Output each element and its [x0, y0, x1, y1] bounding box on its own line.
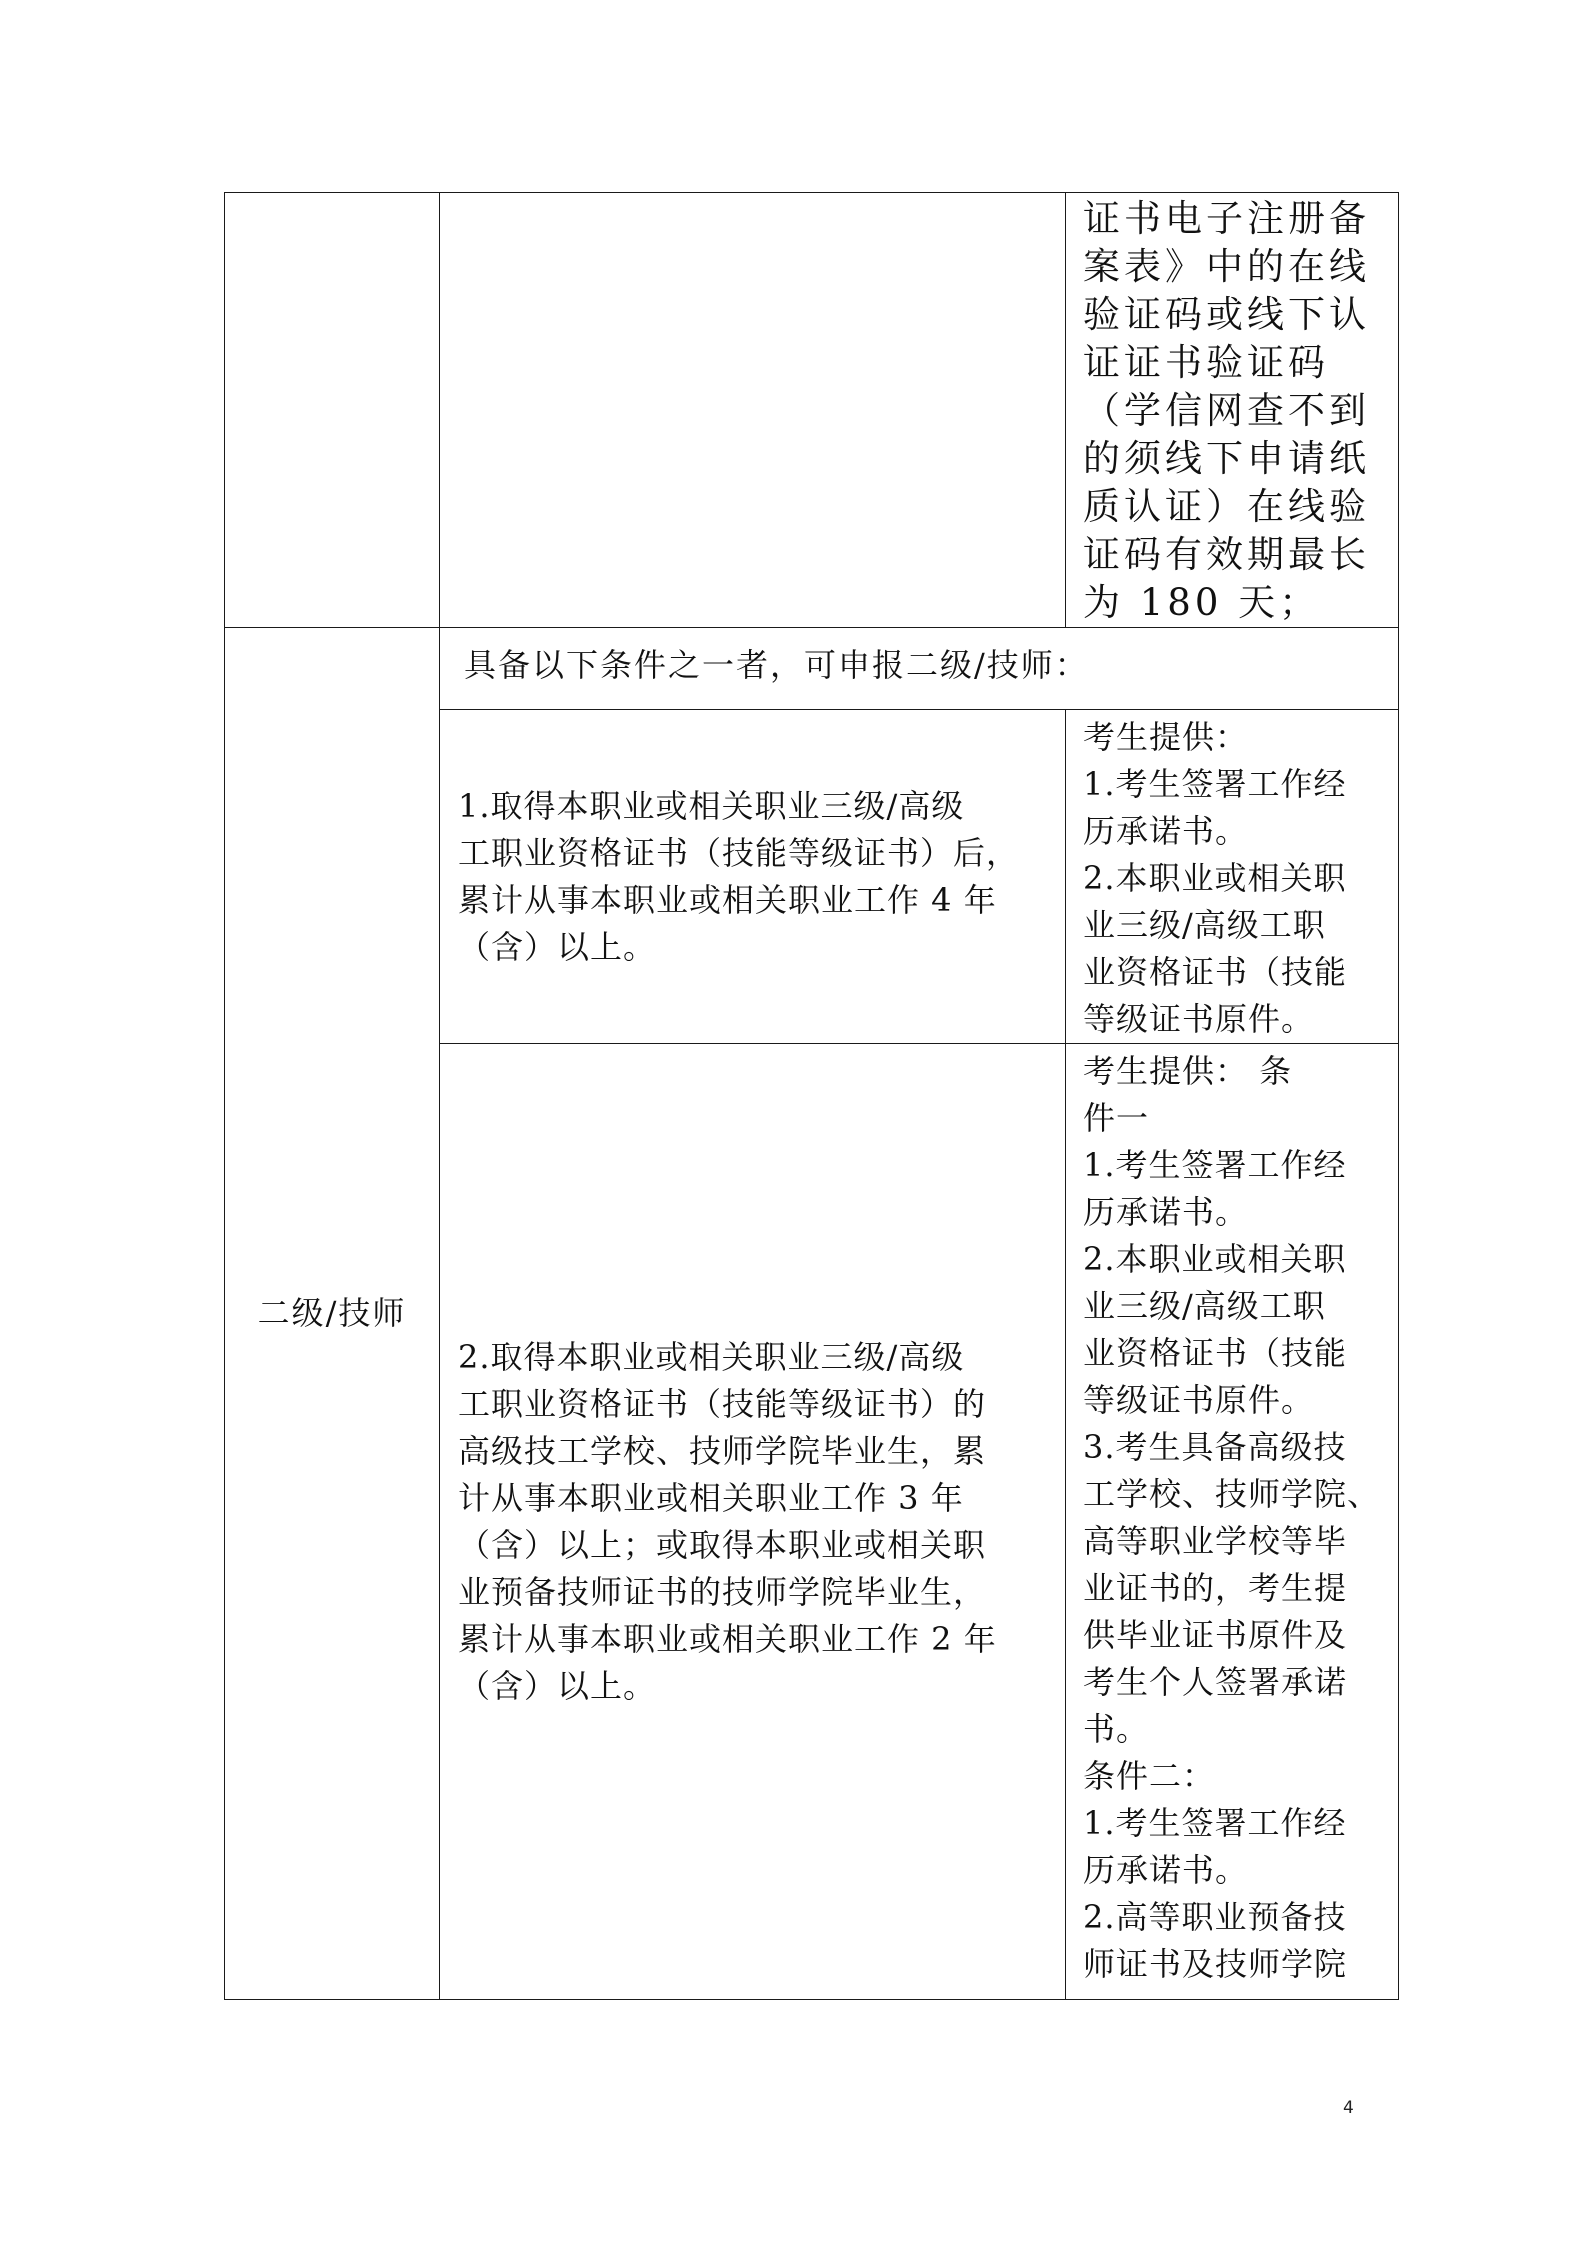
- materials-continuation-text: 证书电子注册备 案表》中的在线 验证码或线下认 证证书验证码 （学信网查不到 的须线下申请纸 质认证）在线验 证码有效期最长 为 180 天；: [1083, 197, 1370, 624]
- condition-cell-2: [440, 1044, 1066, 2000]
- condition-text-1: 1.取得本职业或相关职业三级/高级 工职业资格证书（技能等级证书）后， 累计从事本职业或相关职业工作 4 年 （含）以上。: [458, 786, 1020, 966]
- intro-text: 具备以下条件之一者，可申报二级/技师：: [464, 646, 1089, 684]
- condition-cell-1: [440, 710, 1066, 1044]
- condition-cell-empty: [440, 193, 1066, 628]
- materials-text-2: 考生提供： 条 件一 1.考生签署工作经 历承诺书。 2.本职业或相关职 业三级/高级工职 业资格证书（技能 等级证书原件。 3.考生具备高级技 工学校、技师学院、 高等职业学校等毕 业证书的，考生提 供毕业证书原件及 考生个人签署承诺 书。 条件二： 1.考生签署工作经 历承诺书。 2.高等职业预备技 师证书及技师学院: [1083, 1052, 1381, 1983]
- condition-text-2: 2.取得本职业或相关职业三级/高级 工职业资格证书（技能等级证书）的 高级技工学校、技师学院毕业生，累 计从事本职业或相关职业工作 3 年 （含）以上；或取得本职业或相关职 业预备技师证书的技师学院毕业生， 累计从事本职业或相关职业工作 2 年 （含）以上。: [458, 1337, 997, 1705]
- table-row-continuation: [225, 193, 1399, 628]
- level-label: 二级/技师: [257, 1294, 407, 1332]
- materials-cell-continuation: [1066, 193, 1399, 628]
- materials-text-1: 考生提供： 1.考生签署工作经 历承诺书。 2.本职业或相关职 业三级/高级工职 业资格证书（技能 等级证书原件。: [1083, 718, 1348, 1038]
- materials-cell-2: [1066, 1044, 1399, 2000]
- level-cell-empty: [225, 193, 440, 628]
- level-cell: [225, 628, 440, 2000]
- materials-cell-1: [1066, 710, 1399, 1044]
- intro-cell: [440, 628, 1399, 710]
- table-row-intro: [225, 628, 1399, 710]
- page-number: 4: [1343, 2098, 1354, 2118]
- requirements-table: [224, 192, 1399, 2000]
